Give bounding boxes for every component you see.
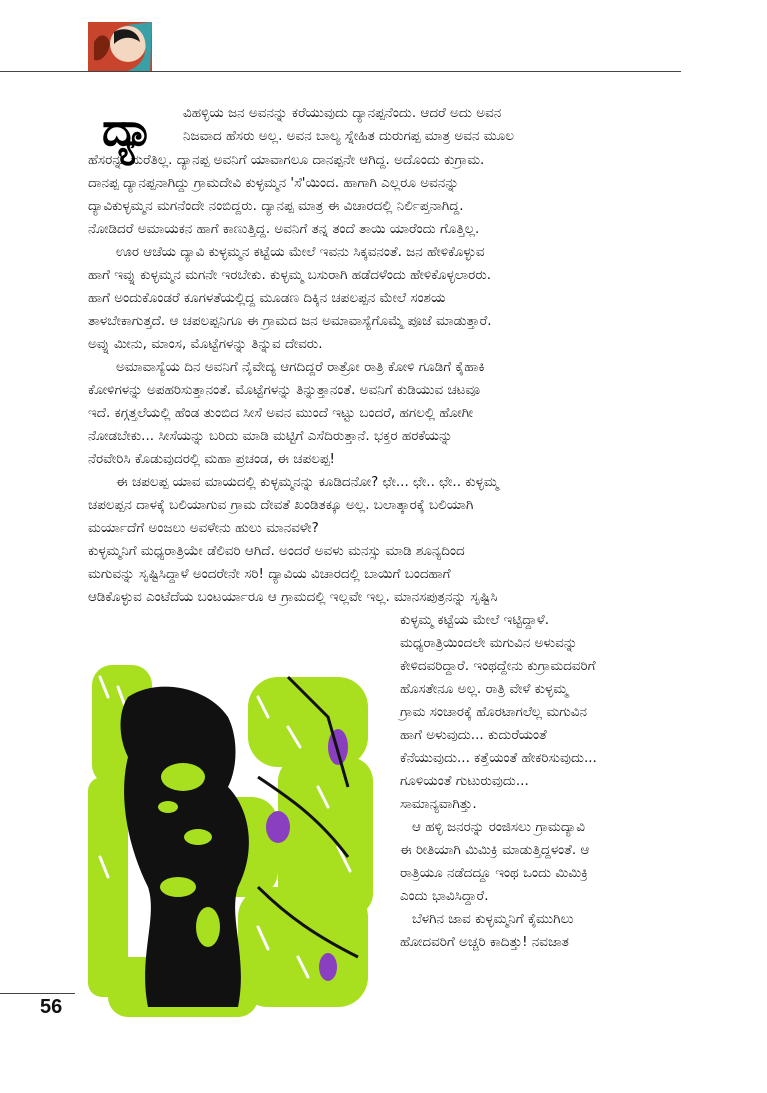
body-line: ಮಗುವನ್ನು ಸೃಷ್ಟಿಸಿದ್ದಾಳೆ ಅಂದರೇನೇ ಸರಿ! ದ್ಯಾವಿಯ ವಿಚಾರದಲ್ಲಿ ಬಾಯಿಗೆ ಬಂದಹಾಗೆ <box>88 566 451 582</box>
body-line: ಹಾಗೆ ಇವ್ನು ಕುಳ್ಳಮ್ಮನ ಮಗನೇ ಇರಬೇಕು. ಕುಳ್ಳಮ್ಮ ಬಸುರಾಗಿ ಹಡೆದಳೆಂದು ಹೇಳಿಕೊಳ್ಳಲಾರರು. <box>88 267 492 283</box>
body-line: ಕೋಳಿಗಳನ್ನು ಅಪಹರಿಸುತ್ತಾನಂತೆ. ಮೊಟ್ಟೆಗಳನ್ನು ತಿನ್ನುತ್ತಾನಂತೆ. ಅವನಿಗೆ ಕುಡಿಯುವ ಚಟವೂ <box>88 382 481 398</box>
body-line: ಆಡಿಕೊಳ್ಳುವ ಎಂಟೆದೆಯ ಬಂಟರ್ಯಾರೂ ಆ ಗ್ರಾಮದಲ್ಲಿ ಇಲ್ಲವೇ ಇಲ್ಲ. ಮಾನಸಪುತ್ರನನ್ನು ಸೃಷ್ಟಿಸಿ <box>88 589 498 605</box>
masthead-logo-icon <box>88 22 152 72</box>
child-illustration <box>88 657 380 1022</box>
body-line: ಇದೆ. ಕಗ್ಗತ್ತಲೆಯಲ್ಲಿ ಹೆಂಡ ತುಂಬಿದ ಸೀಸೆ ಅವನ ಮುಂದೆ ಇಟ್ಟು ಬಂದರೆ, ಹಗಲಲ್ಲಿ ಹೋಗೀ <box>88 405 474 421</box>
body-line: ದ್ಯಾವಿಕುಳ್ಳಮ್ಮನ ಮಗನೆಂದೇ ನಂಬಿದ್ದರು. ದ್ಯಾನಪ್ಪ ಮಾತ್ರ ಈ ವಿಚಾರದಲ್ಲಿ ನಿರ್ಲಿಪ್ತನಾಗಿದ್ದ. <box>88 198 464 214</box>
body-line: ಕೇಳಿದವರಿದ್ದಾರೆ. ಇಂಥದ್ದೇನು ಕುಗ್ರಾಮದವರಿಗೆ <box>400 658 596 674</box>
body-line: ಈ ರೀತಿಯಾಗಿ ಮಿಮಿಕ್ರಿ ಮಾಡುತ್ತಿದ್ದಳಂತೆ. ಆ <box>400 842 590 858</box>
body-line: ಅಮಾವಾಸ್ಯೆಯ ದಿನ ಅವನಿಗೆ ನೈವೇದ್ಯ ಆಗದಿದ್ದರೆ ರಾತ್ರೋ ರಾತ್ರಿ ಕೋಳಿ ಗೂಡಿಗೆ ಕೈಹಾಕಿ <box>116 359 485 375</box>
body-line: ಮರ್ಯಾದೆಗೆ ಅಂಜಲು ಅವಳೇನು ಹುಲು ಮಾನವಳೇ? <box>88 520 319 536</box>
body-line: ಸಾಮಾನ್ಯವಾಗಿತ್ತು. <box>400 796 477 812</box>
body-line: ಗೂಳಿಯಂತೆ ಗುಟುರುವುದು... <box>400 773 529 789</box>
body-line: ಗ್ರಾಮ ಸಂಚಾರಕ್ಕೆ ಹೊರಟಾಗಲೆಲ್ಲ ಮಗುವಿನ <box>400 704 587 720</box>
body-line: ಕುಳ್ಳಮ್ಮನಿಗೆ ಮಧ್ಯರಾತ್ರಿಯೇ ಡೆಲಿವರಿ ಆಗಿದೆ. ಅಂದರೆ ಅವಳು ಮನಸ್ಸು ಮಾಡಿ ಶೂನ್ಯದಿಂದ <box>88 543 465 559</box>
body-line: ಹೆಸರನ್ನು ಮರೆತಿಲ್ಲ. ದ್ಯಾನಪ್ಪ ಅವನಿಗೆ ಯಾವಾಗಲೂ ದಾನಪ್ಪನೇ ಆಗಿದ್ದ. ಅದೊಂದು ಕುಗ್ರಾಮ. <box>88 152 485 168</box>
page-number: 56 <box>40 996 63 1018</box>
body-line: ಎಂದು ಭಾವಿಸಿದ್ದಾರೆ. <box>400 888 489 904</box>
body-line: ಹಾಗೆ ಅಂದುಕೊಂಡರೆ ಕೂಗಳತೆಯಲ್ಲಿದ್ದ ಮೂಡಣ ದಿಕ್ಕಿನ ಚಪಲಪ್ಪನ ಮೇಲೆ ಸಂಶಯ <box>88 290 446 306</box>
body-line: ತಾಳಬೇಕಾಗುತ್ತದೆ. ಆ ಚಪಲಪ್ಪನಿಗೂ ಈ ಗ್ರಾಮದ ಜನ ಅಮಾವಾಸ್ಯೆಗೊಮ್ಮೆ ಪೂಜೆ ಮಾಡುತ್ತಾರೆ. <box>88 313 492 329</box>
body-line: ಆ ಹಳ್ಳಿ ಜನರನ್ನು ರಂಜಿಸಲು ಗ್ರಾಮದ್ಯಾವಿ <box>412 819 585 835</box>
body-line: ಮಧ್ಯರಾತ್ರಿಯಿಂದಲೇ ಮಗುವಿನ ಅಳುವನ್ನು <box>400 635 578 651</box>
footer-rule <box>0 993 75 994</box>
body-line: ಈ ಚಪಲಪ್ಪ ಯಾವ ಮಾಯದಲ್ಲಿ ಕುಳ್ಳಮ್ಮನನ್ನು ಕೂಡಿದನೋ? ಛೇ... ಛೇ.. ಛೇ.. ಕುಳ್ಳಮ್ಮ <box>116 474 499 490</box>
body-line: ವಿಹಳ್ಳಿಯ ಜನ ಅವನನ್ನು ಕರೆಯುವುದು ದ್ಯಾನಪ್ಪನೆಂದು. ಆದರೆ ಅದು ಅವನ <box>183 105 502 121</box>
drop-cap: ದ್ಯಾ <box>102 102 152 156</box>
header-rule <box>0 71 681 72</box>
body-line: ನೆರವೇರಿಸಿ ಕೊಡುವುದರಲ್ಲಿ ಮಹಾ ಪ್ರಚಂಡ, ಈ ಚಪಲಪ್ಪ! <box>88 451 335 467</box>
body-line: ರಾತ್ರಿಯೂ ನಡೆದದ್ದೂ ಇಂಥ ಒಂದು ಮಿಮಿಕ್ರಿ <box>400 865 589 881</box>
body-line: ಕೆನೆಯುವುದು... ಕತ್ತೆಯಂತೆ ಹೇಕರಿಸುವುದು... <box>400 750 597 766</box>
body-line: ಬೆಳಗಿನ ಜಾವ ಕುಳ್ಳಮ್ಮನಿಗೆ ಕೈಮುಗಿಲು <box>412 911 574 927</box>
body-line: ಚಪಲಪ್ಪನ ದಾಳಕ್ಕೆ ಬಲಿಯಾಗುವ ಗ್ರಾಮ ದೇವತೆ ಖಂಡಿತಕ್ಕೂ ಅಲ್ಲ. ಬಲಾತ್ಕಾರಕ್ಕೆ ಬಲಿಯಾಗಿ <box>88 497 474 513</box>
body-line: ಹಾಗೆ ಅಳುವುದು... ಕುದುರೆಯಂತೆ <box>400 727 547 743</box>
body-line: ದಾನಪ್ಪ ದ್ಯಾನಪ್ಪನಾಗಿದ್ದು ಗ್ರಾಮದೇವಿ ಕುಳ್ಳಮ್ಮನ 'ಸೆ'ಯಿಂದ. ಹಾಗಾಗಿ ಎಲ್ಲರೂ ಅವನನ್ನು <box>88 175 459 191</box>
body-line: ನೋಡಬೇಕು... ಸೀಸೆಯನ್ನು ಬರಿದು ಮಾಡಿ ಮಟ್ಟಿಗೆ ಎಸೆದಿರುತ್ತಾನೆ. ಭಕ್ತರ ಹರಕೆಯನ್ನು <box>88 428 453 444</box>
body-line: ನೋಡಿದರೆ ಅಮಾಯಕನ ಹಾಗೆ ಕಾಣುತ್ತಿದ್ದ. ಅವನಿಗೆ ತನ್ನ ತಂದೆ ತಾಯಿ ಯಾರೆಂದು ಗೊತ್ತಿಲ್ಲ. <box>88 221 480 237</box>
body-line: ಕುಳ್ಳಮ್ಮ ಕಟ್ಟೆಯ ಮೇಲೆ ಇಟ್ಟಿದ್ದಾಳೆ. <box>400 612 549 628</box>
body-line: ಹೋದವರಿಗೆ ಅಚ್ಚರಿ ಕಾದಿತ್ತು! ನವಜಾತ <box>400 934 569 950</box>
body-line: ಅವ್ನು ಮೀನು, ಮಾಂಸ, ಮೊಟ್ಟೆಗಳನ್ನು ತಿನ್ನುವ ದೇವರು. <box>88 336 323 352</box>
body-line: ನಿಜವಾದ ಹೆಸರು ಅಲ್ಲ. ಅವನ ಬಾಲ್ಯ ಸ್ನೇಹಿತ ದುರುಗಪ್ಪ ಮಾತ್ರ ಅವನ ಮೂಲ <box>183 128 514 144</box>
body-line: ಹೊಸತೇನೂ ಅಲ್ಲ. ರಾತ್ರಿ ವೇಳೆ ಕುಳ್ಳಮ್ಮ <box>400 681 568 697</box>
body-line: ಊರ ಆಚೆಯ ದ್ಯಾವಿ ಕುಳ್ಳಮ್ಮನ ಕಟ್ಟೆಯ ಮೇಲೆ ಇವನು ಸಿಕ್ಕವನಂತೆ. ಜನ ಹೇಳಿಕೊಳ್ಳುವ <box>116 244 485 260</box>
